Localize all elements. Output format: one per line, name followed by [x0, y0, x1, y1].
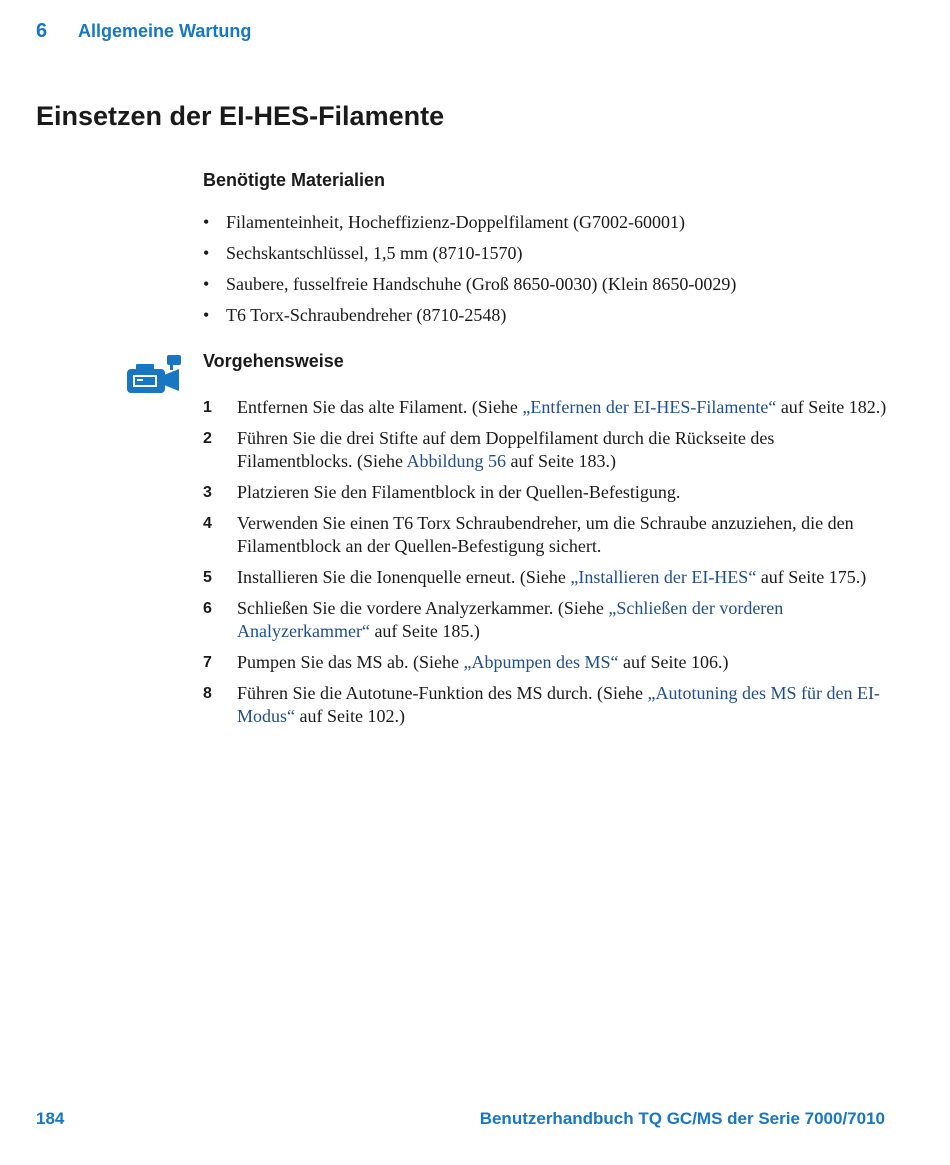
- procedure-step: [203, 682, 893, 728]
- procedure-step: [203, 651, 893, 674]
- cross-reference-link[interactable]: „Abpumpen des MS“: [463, 652, 619, 672]
- procedure-step: [203, 396, 893, 419]
- cross-reference-link[interactable]: „Entfernen der EI-HES-Filamente“: [522, 397, 777, 417]
- list-item: [203, 269, 736, 300]
- material-item: Filamenteinheit, Hocheffizienz-Doppelfilament (G7002-60001): [226, 212, 686, 232]
- cross-reference-link[interactable]: „Schließen der vorderen Analyzerkammer“: [237, 598, 784, 641]
- page-title: Einsetzen der EI-HES-Filamente: [36, 101, 445, 131]
- procedure-heading: Vorgehensweise: [203, 351, 344, 371]
- procedure-step: [203, 566, 893, 589]
- step-number: 6: [203, 600, 212, 617]
- step-text: Pumpen Sie das MS ab. (Siehe „Abpumpen des MS“ auf Seite 106.): [237, 652, 729, 672]
- bullet-icon: •: [203, 243, 210, 263]
- step-text: Entfernen Sie das alte Filament. (Siehe „Entfernen der EI-HES-Filamente“ auf Seite 182.): [237, 397, 887, 417]
- list-item: [203, 207, 736, 238]
- book-title: Benutzerhandbuch TQ GC/MS der Serie 7000/7010: [479, 1109, 885, 1128]
- material-item: T6 Torx-Schraubendreher (8710-2548): [226, 305, 507, 325]
- step-number: 2: [203, 430, 212, 447]
- materials-heading: Benötigte Materialien: [203, 170, 386, 190]
- material-item: Sechskantschlüssel, 1,5 mm (8710-1570): [226, 243, 523, 263]
- procedure-steps: [203, 396, 893, 736]
- step-number: 3: [203, 484, 212, 501]
- video-camera-icon: [127, 353, 183, 400]
- chapter-number: 6: [36, 20, 48, 42]
- list-item: [203, 300, 736, 331]
- running-header: [36, 20, 251, 43]
- cross-reference-link[interactable]: Abbildung 56: [406, 451, 506, 471]
- step-text: Installieren Sie die Ionenquelle erneut. (Siehe „Installieren der EI-HES“ auf Seite 175.): [237, 567, 867, 587]
- step-number: 4: [203, 515, 212, 532]
- step-text: Verwenden Sie einen T6 Torx Schraubendreher, um die Schraube anzuziehen, die den Filamentblock an der Quellen-Befestigung sichert.: [237, 513, 854, 556]
- step-text: Schließen Sie die vordere Analyzerkammer. (Siehe „Schließen der vorderen Analyzerkammer“ auf Seite 185.): [237, 598, 784, 641]
- step-number: 1: [203, 399, 212, 416]
- procedure-step: [203, 481, 893, 504]
- chapter-title: Allgemeine Wartung: [78, 21, 252, 41]
- cross-reference-link[interactable]: „Autotuning des MS für den EI-Modus“: [237, 683, 880, 726]
- step-text: Platzieren Sie den Filamentblock in der Quellen-Befestigung.: [237, 482, 681, 502]
- list-item: [203, 238, 736, 269]
- step-number: 8: [203, 685, 212, 702]
- step-number: 7: [203, 654, 212, 671]
- procedure-step: [203, 427, 893, 473]
- bullet-icon: •: [203, 212, 210, 232]
- material-item: Saubere, fusselfreie Handschuhe (Groß 8650-0030) (Klein 8650-0029): [226, 274, 737, 294]
- materials-list: [203, 207, 736, 331]
- bullet-icon: •: [203, 305, 210, 325]
- page-number: 184: [36, 1109, 65, 1128]
- step-text: Führen Sie die drei Stifte auf dem Doppelfilament durch die Rückseite des Filamentblocks. (Siehe Abbildung 56 auf Seite 183.): [237, 428, 775, 471]
- bullet-icon: •: [203, 274, 210, 294]
- procedure-step: [203, 512, 893, 558]
- step-text: Führen Sie die Autotune-Funktion des MS durch. (Siehe „Autotuning des MS für den EI-Modus“ auf Seite 102.): [237, 683, 880, 726]
- procedure-step: [203, 597, 893, 643]
- cross-reference-link[interactable]: „Installieren der EI-HES“: [570, 567, 757, 587]
- step-number: 5: [203, 569, 212, 586]
